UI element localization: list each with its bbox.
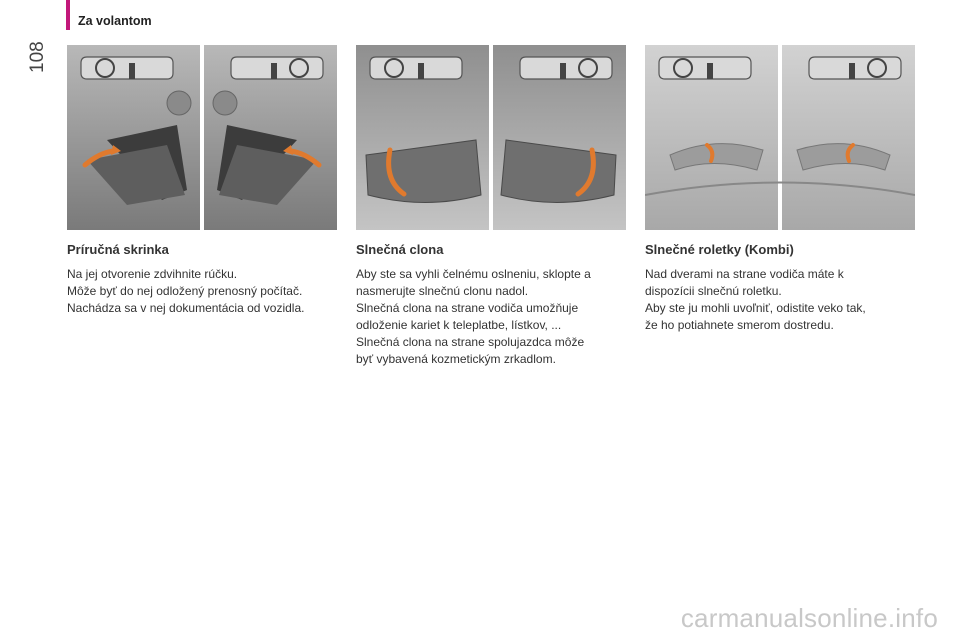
glove-box-illustration xyxy=(67,45,337,230)
text-line: Nad dverami na strane vodiča máte k xyxy=(645,267,844,281)
text-line: že ho potiahnete smerom dostredu. xyxy=(645,318,834,332)
text-line: dispozícii slnečnú roletku. xyxy=(645,284,782,298)
column-sun-visor xyxy=(356,45,626,368)
text-line: Aby ste sa vyhli čelnému oslneniu, sklopte a xyxy=(356,267,591,281)
text-line: Môže byť do nej odložený prenosný počítač. xyxy=(67,284,303,298)
text-line: nasmerujte slnečnú clonu nadol. xyxy=(356,284,529,298)
text-line: Slnečná clona na strane spolujazdca môže xyxy=(356,335,585,349)
sun-visor-text xyxy=(356,266,626,368)
glove-box-text xyxy=(67,266,337,317)
text-line: Aby ste ju mohli uvoľniť, odistite veko tak, xyxy=(645,301,866,315)
text-line: Nachádza sa v nej dokumentácia od vozidla. xyxy=(67,301,305,315)
accent-bar xyxy=(66,0,70,30)
glove-box-heading: Príručná skrinka xyxy=(67,242,169,257)
column-roller-blind xyxy=(645,45,915,334)
sun-visor-illustration xyxy=(356,45,626,230)
column-glove-box xyxy=(67,45,337,317)
roller-blind-illustration xyxy=(645,45,915,230)
roller-blind-heading: Slnečné roletky (Kombi) xyxy=(645,242,794,257)
text-line: byť vybavená kozmetickým zrkadlom. xyxy=(356,352,556,366)
watermark: carmanualsonline.info xyxy=(680,603,938,633)
text-line: Slnečná clona na strane vodiča umožňuje xyxy=(356,301,579,315)
sun-visor-heading: Slnečná clona xyxy=(356,242,444,257)
text-line: Na jej otvorenie zdvihnite rúčku. xyxy=(67,267,238,281)
page-number: 108 xyxy=(27,41,48,73)
text-line: odloženie kariet k teleplatbe, lístkov, ... xyxy=(356,318,562,332)
section-title: Za volantom xyxy=(78,14,152,28)
roller-blind-text xyxy=(645,266,915,334)
